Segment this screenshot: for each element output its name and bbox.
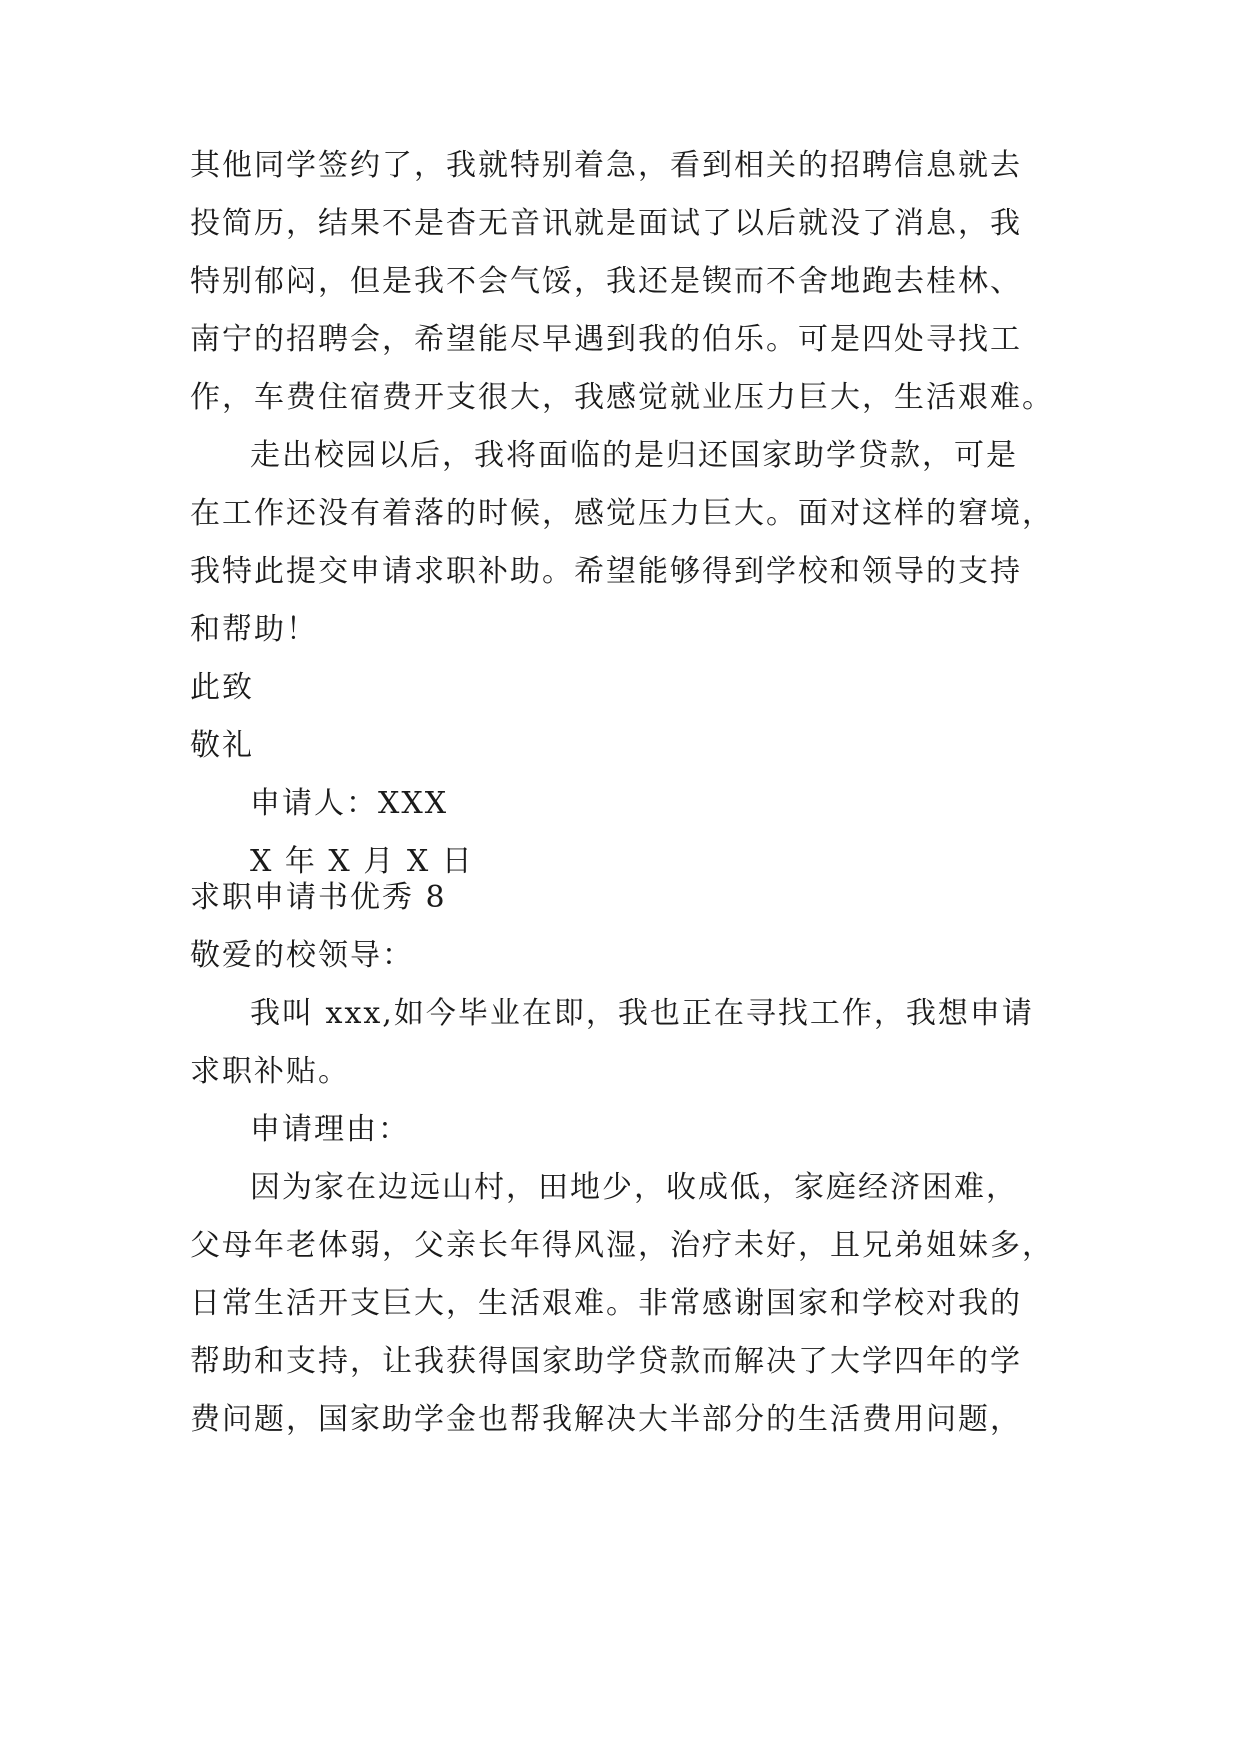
paragraph-line: 在工作还没有着落的时候，感觉压力巨大。面对这样的窘境，: [190, 496, 1054, 531]
paragraph-line: 走出校园以后，我将面临的是归还国家助学贷款，可是: [250, 438, 1018, 473]
paragraph-line: 日常生活开支巨大，生活艰难。非常感谢国家和学校对我的: [190, 1286, 1022, 1321]
signature-date: X 年 X 月 X 日: [250, 844, 474, 879]
reason-heading: 申请理由：: [250, 1112, 410, 1147]
paragraph-line: 父母年老体弱，父亲长年得风湿，治疗未好，且兄弟姐妹多，: [190, 1228, 1054, 1263]
letter-8: [190, 869, 1060, 1449]
section-title: 求职申请书优秀 8: [190, 880, 447, 915]
closing-salutation: 此致: [190, 670, 254, 705]
closing-regards: 敬礼: [190, 728, 254, 763]
greeting: 敬爱的校领导：: [190, 938, 414, 973]
paragraph-line: 作，车费住宿费开支很大，我感觉就业压力巨大，生活艰难。: [190, 380, 1054, 415]
paragraph-line: 南宁的招聘会，希望能尽早遇到我的伯乐。可是四处寻找工: [190, 322, 1022, 357]
paragraph-line: 费问题，国家助学金也帮我解决大半部分的生活费用问题，: [190, 1402, 1022, 1437]
paragraph-line: 我特此提交申请求职补助。希望能够得到学校和领导的支持: [190, 554, 1022, 589]
letter-continuation: [190, 137, 1060, 891]
paragraph-line: 其他同学签约了，我就特别着急，看到相关的招聘信息就去: [190, 148, 1022, 183]
paragraph-line: 求职补贴。: [190, 1054, 350, 1089]
paragraph-line: 特别郁闷，但是我不会气馁，我还是锲而不舍地跑去桂林、: [190, 264, 1022, 299]
paragraph-line: 投简历，结果不是杳无音讯就是面试了以后就没了消息，我: [190, 206, 1022, 241]
paragraph-line: 和帮助！: [190, 612, 318, 647]
paragraph-line: 帮助和支持，让我获得国家助学贷款而解决了大学四年的学: [190, 1344, 1022, 1379]
paragraph-line: 因为家在边远山村，田地少，收成低，家庭经济困难，: [250, 1170, 1018, 1205]
applicant-signature: 申请人：XXX: [250, 786, 449, 821]
paragraph-line: 我叫 xxx,如今毕业在即，我也正在寻找工作，我想申请: [250, 996, 1034, 1031]
